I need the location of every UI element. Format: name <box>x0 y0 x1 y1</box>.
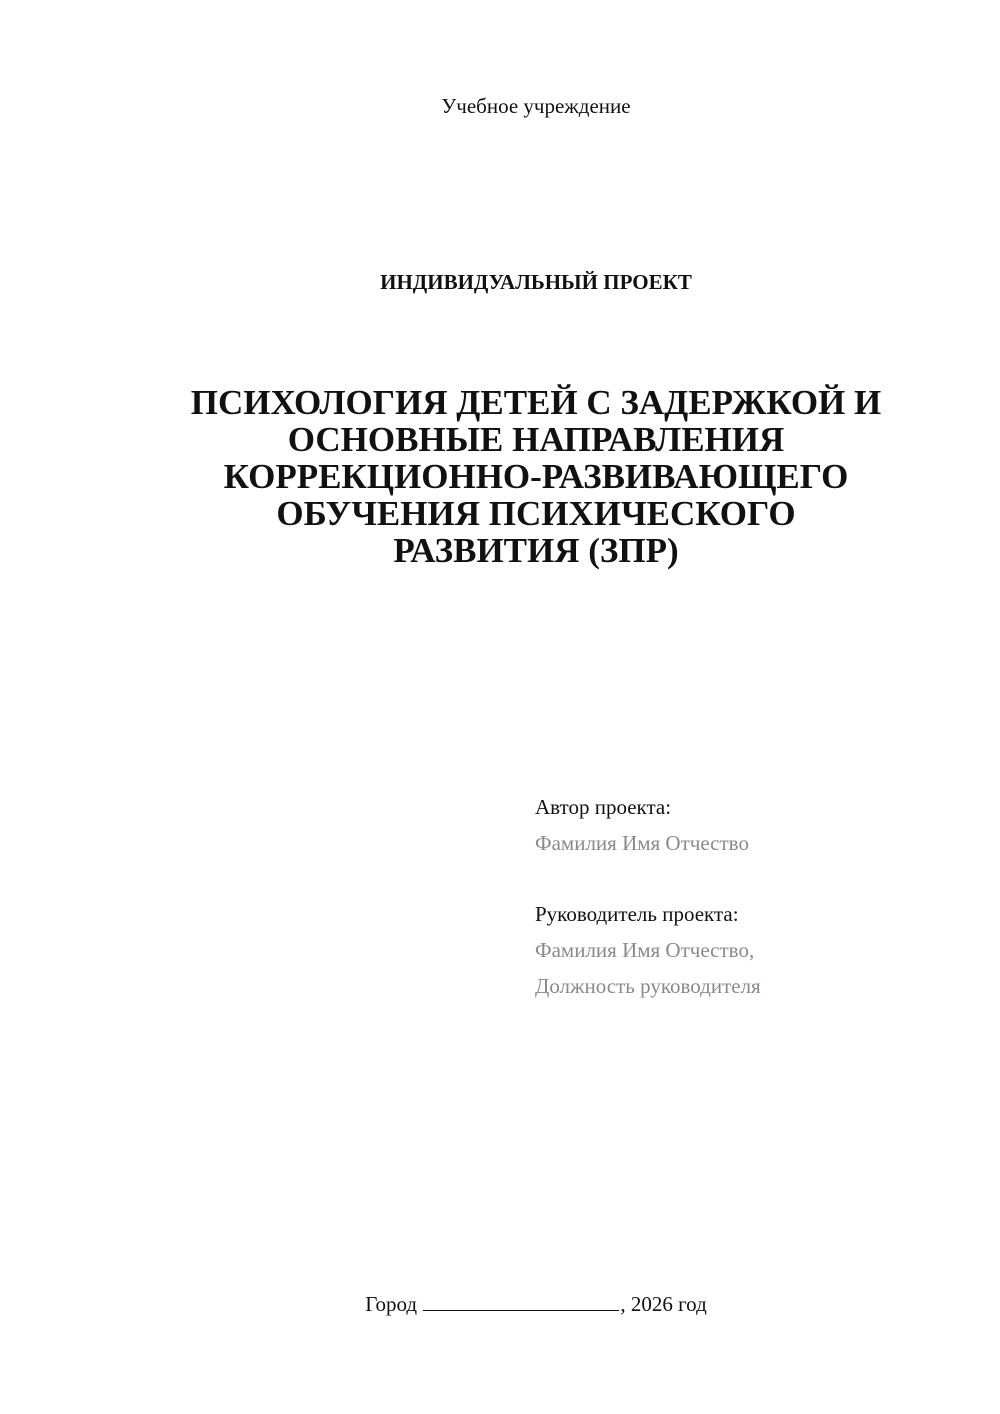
project-title-line: РАЗВИТИЯ (ЗПР) <box>393 531 679 570</box>
project-title-line: ОСНОВНЫЕ НАПРАВЛЕНИЯ <box>287 420 785 459</box>
institution-name: Учебное учреждение <box>441 94 631 118</box>
supervisor-position: Должность руководителя <box>535 974 761 998</box>
author-name: Фамилия Имя Отчество <box>535 831 749 855</box>
city-year-line <box>0 1290 1000 1318</box>
supervisor-label: Руководитель проекта: <box>535 902 739 926</box>
project-title-line: ПСИХОЛОГИЯ ДЕТЕЙ С ЗАДЕРЖКОЙ И <box>190 383 882 422</box>
credits-spacer <box>535 861 975 896</box>
author-label: Автор проекта: <box>535 795 672 819</box>
supervisor-name: Фамилия Имя Отчество, <box>535 938 755 962</box>
project-title <box>120 384 952 569</box>
credits-block <box>535 789 975 1004</box>
project-title-line: КОРРЕКЦИОННО-РАЗВИВАЮЩЕГО <box>223 457 849 496</box>
project-type: ИНДИВИДУАЛЬНЫЙ ПРОЕКТ <box>380 270 692 294</box>
city-blank-line <box>423 1292 619 1311</box>
year-text: , 2026 год <box>620 1292 707 1316</box>
project-title-line: ОБУЧЕНИЯ ПСИХИЧЕСКОГО <box>276 494 796 533</box>
city-label: Город <box>365 1292 418 1316</box>
